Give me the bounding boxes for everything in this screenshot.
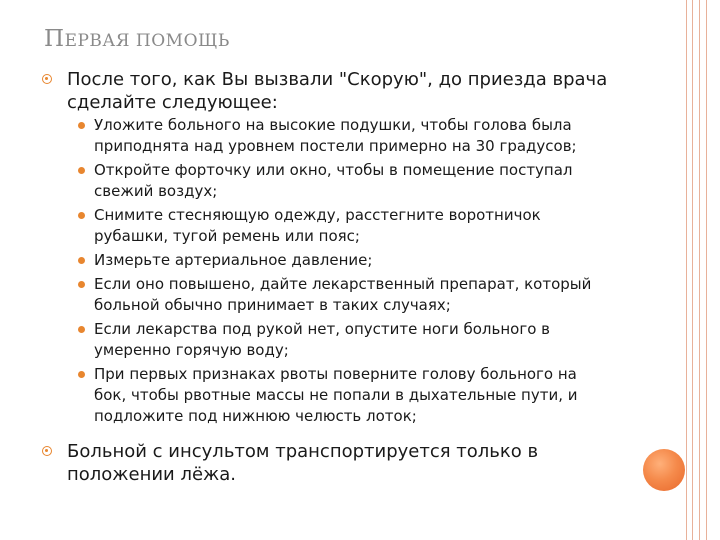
dot-bullet-icon: [78, 326, 85, 333]
sub-item-text: Снимите стесняющую одежду, расстегните воротничок рубашки, тугой ремень или пояс;: [94, 206, 541, 245]
dot-bullet-icon: [78, 122, 85, 129]
sub-item: [78, 160, 608, 202]
title-initial: П: [44, 26, 65, 52]
dot-bullet-icon: [78, 257, 85, 264]
sub-item: [78, 319, 608, 361]
slide-title: [44, 26, 230, 52]
border-line-4: [706, 0, 707, 540]
sub-item: [78, 205, 608, 247]
border-line-3: [699, 0, 700, 540]
sub-item-text: Откройте форточку или окно, чтобы в помещение поступал свежий воздух;: [94, 161, 573, 200]
decorative-orb: [643, 449, 685, 491]
border-line-1: [686, 0, 687, 540]
border-line-2: [692, 0, 693, 540]
dot-bullet-icon: [78, 167, 85, 174]
dot-bullet-icon: [78, 212, 85, 219]
sub-item-text: При первых признаках рвоты поверните голову больного на бок, чтобы рвотные массы не попали в дыхательные пути, и подложите под нижнюю челюсть лоток;: [94, 365, 578, 425]
bullet-1-text: После того, как Вы вызвали "Скорую", до приезда врача сделайте следующее:: [67, 69, 608, 113]
circle-bullet-icon: [42, 446, 52, 456]
sub-item: [78, 250, 608, 271]
circle-bullet-icon: [42, 74, 52, 84]
dot-bullet-icon: [78, 281, 85, 288]
sub-item: [78, 115, 608, 157]
sub-item: [78, 274, 608, 316]
sub-item-text: Если оно повышено, дайте лекарственный препарат, который больной обычно принимает в таких случаях;: [94, 275, 592, 314]
sub-item-text: Уложите больного на высокие подушки, чтобы голова была приподнята над уровнем постели примерно на 30 градусов;: [94, 116, 577, 155]
bullet-2-text: Больной с инсультом транспортируется только в положении лёжа.: [67, 441, 539, 485]
sub-item-text: Измерьте артериальное давление;: [94, 251, 373, 269]
sub-item: [78, 364, 608, 427]
bullet-1: [42, 68, 642, 114]
title-rest: ЕРВАЯ ПОМОЩЬ: [64, 31, 230, 51]
bullet-2: [42, 440, 642, 486]
sub-list: [78, 115, 608, 430]
dot-bullet-icon: [78, 371, 85, 378]
sub-item-text: Если лекарства под рукой нет, опустите ноги больного в умеренно горячую воду;: [94, 320, 551, 359]
